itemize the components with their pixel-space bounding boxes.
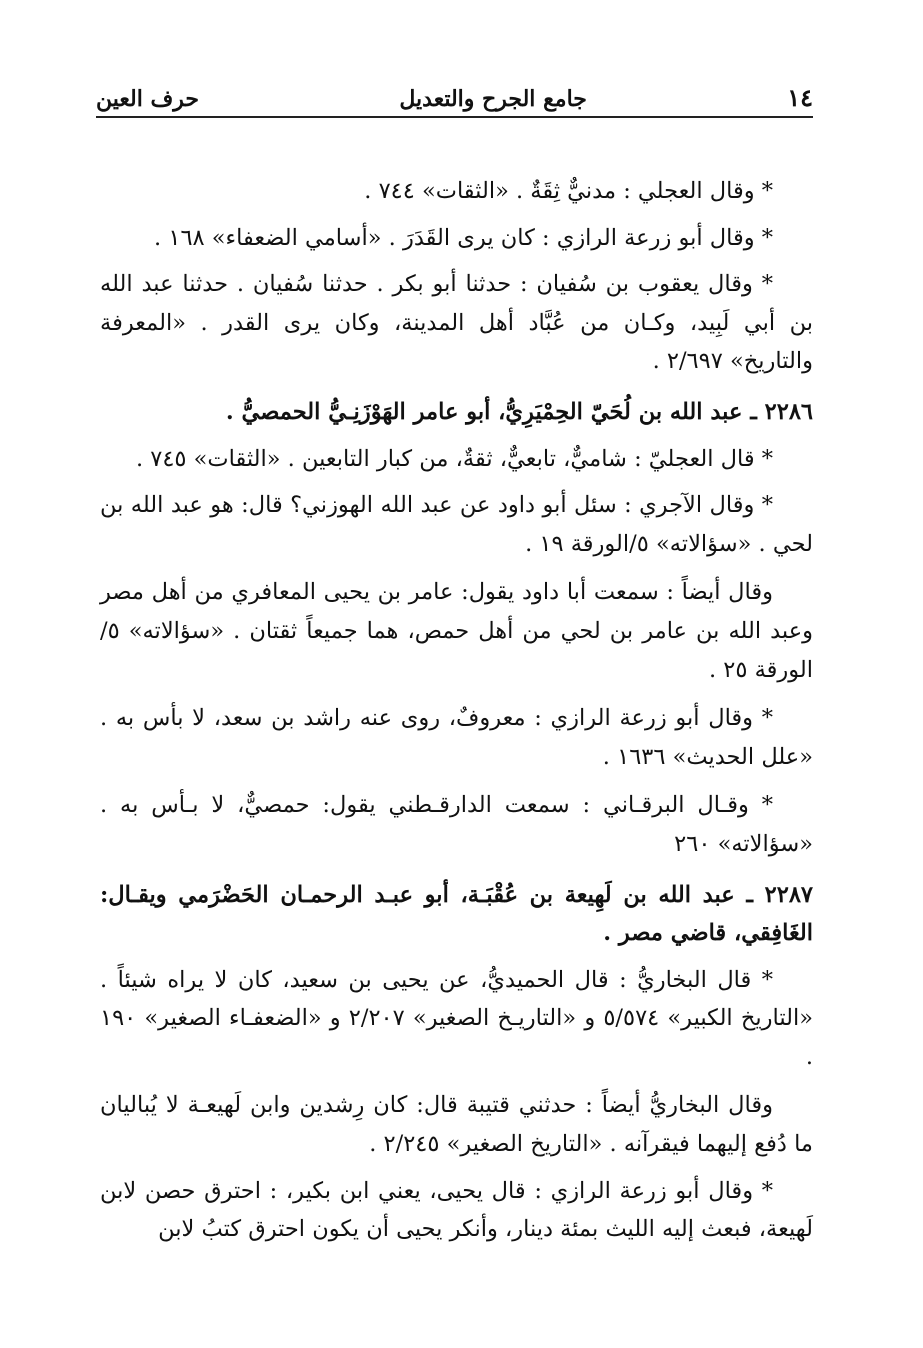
paragraph: * وقال أبو زرعة الرازي : قال يحيى، يعني ابن بكير، : احترق حصن لابن لَهيعة، فبعث إليه الليث بمئة دينار، وأنكر يحيى أن يكون احترق كتبُ لابن — [100, 1177, 813, 1243]
paragraph: وقال البخاريُّ أيضاً : حدثني قتيبة قال: كان رِشدين وابن لَهيعـة لا يُباليان ما دُفع إليهما فيقرآنه . «التاريخ الصغير» ٢/٢٤٥ . — [100, 1092, 813, 1158]
paragraph: * وقال أبو زرعة الرازي : معروفٌ، روى عنه راشد بن سعد، لا بأس به . «علل الحديث» ١٦٣٦ . — [100, 705, 813, 770]
paragraph: * وقال الآجري : سئل أبو داود عن عبد الله الهوزني؟ قال: هو عبد الله بن لحي . «سؤالاته» ٥/الورقة ١٩ . — [100, 492, 813, 557]
paragraph: * وقـال البرقـاني : سمعت الدارقـطني يقول: حمصيٌّ، لا بـأس به . «سؤالاته» ٢٦٠ — [100, 792, 813, 857]
page-body — [100, 172, 813, 1257]
entry-heading: ٢٢٨٦ ـ عبد الله بن لُحَيّ الحِمْيَرِيُّ، أبو عامر الهَوْزَنِـيُّ الحمصيُّ . — [225, 398, 813, 425]
paragraph: * وقال العجلي : مدنيٌّ ثِقَةٌ . «الثقات» ٧٤٤ . — [364, 178, 773, 204]
paragraph: * وقال أبو زرعة الرازي : كان يرى القَدَرَ . «أسامي الضعفاء» ١٦٨ . — [154, 224, 773, 251]
paragraph: * وقال يعقوب بن سُفيان : حدثنا أبو بكر . حدثنا سُفيان . حدثنا عبد الله بن أبي لَبِيد، وكـان من عُبَّاد أهل المدينة، وكان يرى القدر . «المعرفة والتاريخ» ٢/٦٩٧ . — [100, 271, 813, 375]
paragraph: وقال أيضاً : سمعت أبا داود يقول: عامر بن يحيى المعافري من أهل مصر وعبد الله بن عامر بن لحي من أهل حمص، هما جميعاً ثقتان . «سؤالاته» ٥/الورقة ٢٥ . — [100, 579, 813, 683]
section-title: حرف العين — [96, 86, 200, 112]
page-number: ١٤ — [787, 83, 813, 112]
paragraph: * قال العجليّ : شاميٌّ، تابعيٌّ، ثقةٌ، من كبار التابعين . «الثقات» ٧٤٥ . — [135, 445, 773, 472]
entry-heading: ٢٢٨٧ ـ عبد الله بن لَهِيعة بن عُقْبَـة، أبو عبـد الرحمـان الحَضْرَمي ويقـال: الغَافِقي، قاضي مصر . — [100, 881, 813, 947]
book-title: جامع الجرح والتعديل — [399, 86, 587, 112]
paragraph: * قال البخاريُّ : قال الحميديُّ، عن يحيى بن سعيد، كان لا يراه شيئاً . «التاريخ الكبير» ٥/٥٧٤ و «التاريـخ الصغير» ٢/٢٠٧ و «الضعفـاء الصغير» ١٩٠ . — [100, 966, 813, 1070]
page-header — [96, 78, 813, 118]
